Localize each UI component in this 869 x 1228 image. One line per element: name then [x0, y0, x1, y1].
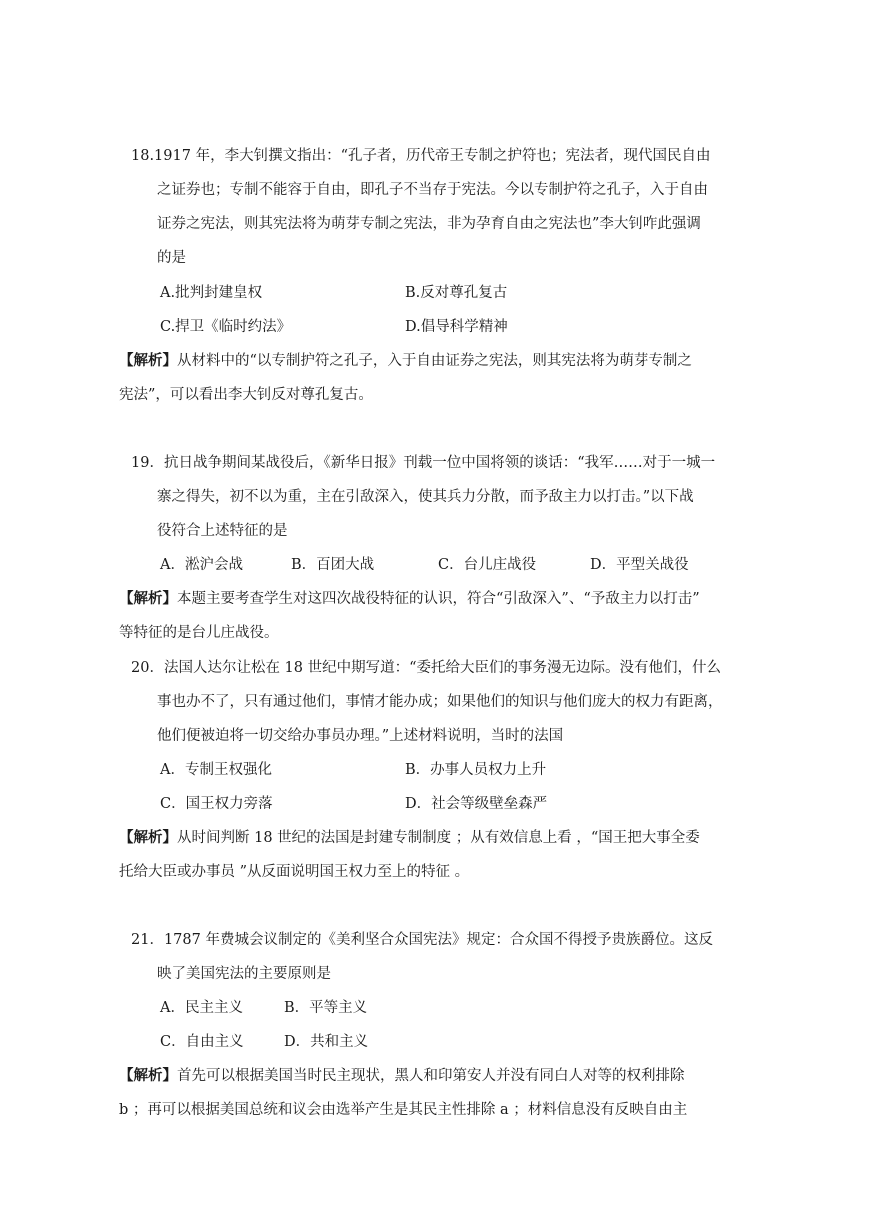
analysis-tag: 【解析】	[119, 1067, 177, 1084]
analysis-tag: 【解析】	[119, 829, 177, 846]
question-21-line-2: 映了美国宪法的主要原则是	[157, 966, 331, 982]
question-18-line-1: 18.1917 年，李大钊撰文指出：“孔子者，历代帝王专制之护符也；宪法者，现代国民自由	[131, 148, 711, 164]
option-b: B．百团大战	[291, 557, 375, 573]
question-20-line-1: 20．法国人达尔让松在 18 世纪中期写道：“委托给大臣们的事务漫无边际。没有他们，什么	[131, 660, 722, 676]
analysis-18	[119, 351, 692, 371]
option-c: C.捍卫《临时约法》	[160, 319, 292, 335]
analysis-tag: 【解析】	[119, 352, 177, 369]
analysis-text: 从材料中的“以专制护符之孔子，入于自由证券之宪法，则其宪法将为萌芽专制之	[177, 353, 692, 369]
analysis-19	[119, 589, 700, 609]
option-a: A.批判封建皇权	[160, 285, 263, 301]
question-20-line-2: 事也办不了，只有通过他们，事情才能办成；如果他们的知识与他们庞大的权力有距离，	[157, 694, 723, 710]
question-19-line-2: 寨之得失，初不以为重，主在引敌深入，使其兵力分散，而予敌主力以打击。”以下战	[157, 489, 694, 505]
option-b: B．办事人员权力上升	[405, 762, 547, 778]
option-a: A．淞沪会战	[160, 557, 243, 573]
option-a: A．专制王权强化	[160, 762, 272, 778]
question-18-line-3: 证券之宪法，则其宪法将为萌芽专制之宪法，非为孕育自由之宪法也”李大钊咋此强调	[157, 216, 701, 232]
question-18-line-4: 的是	[157, 250, 186, 266]
question-18-line-2: 之证券也；专制不能容于自由，即孔子不当存于宪法。今以专制护符之孔子，入于自由	[157, 182, 708, 198]
option-c: C．台儿庄战役	[438, 557, 537, 573]
analysis-21	[119, 1066, 685, 1086]
option-b: B．平等主义	[284, 1000, 368, 1016]
question-19-line-1: 19．抗日战争期间某战役后，《新华日报》刊载一位中国将领的谈话：“我军……对于一城一	[131, 455, 716, 471]
question-19-line-3: 役符合上述特征的是	[157, 523, 288, 539]
analysis-20	[119, 828, 700, 848]
option-d: D．平型关战役	[590, 557, 689, 573]
question-21-line-1: 21．1787 年费城会议制定的《美利坚合众国宪法》规定：合众国不得授予贵族爵位。这反	[131, 932, 713, 948]
analysis-20-line-2: 托给大臣或办事员 ”从反面说明国王权力至上的特征 。	[119, 864, 470, 880]
option-c: C．国王权力旁落	[160, 796, 273, 812]
analysis-18-line-2: 宪法”，可以看出李大钊反对尊孔复古。	[119, 387, 373, 403]
analysis-text: 首先可以根据美国当时民主现状，黑人和印第安人并没有同白人对等的权利排除	[177, 1068, 685, 1084]
question-20-line-3: 他们便被迫将一切交给办事员办理。”上述材料说明，当时的法国	[157, 728, 564, 744]
analysis-tag: 【解析】	[119, 590, 177, 607]
option-b: B.反对尊孔复古	[405, 285, 508, 301]
option-c: C．自由主义	[160, 1034, 244, 1050]
option-d: D．社会等级壁垒森严	[405, 796, 548, 812]
analysis-19-line-2: 等特征的是台儿庄战役。	[119, 625, 279, 641]
option-d: D.倡导科学精神	[405, 319, 508, 335]
option-d: D．共和主义	[284, 1034, 369, 1050]
option-a: A．民主主义	[160, 1000, 243, 1016]
analysis-21-line-2: b ；再可以根据美国总统和议会由选举产生是其民主性排除 a ；材料信息没有反映自由主	[119, 1102, 688, 1118]
analysis-text: 本题主要考查学生对这四次战役特征的认识，符合“引敌深入”、“予敌主力以打击”	[177, 591, 700, 607]
analysis-text: 从时间判断 18 世纪的法国是封建专制制度 ；从有效信息上看 ，“国王把大事全委	[177, 830, 700, 846]
